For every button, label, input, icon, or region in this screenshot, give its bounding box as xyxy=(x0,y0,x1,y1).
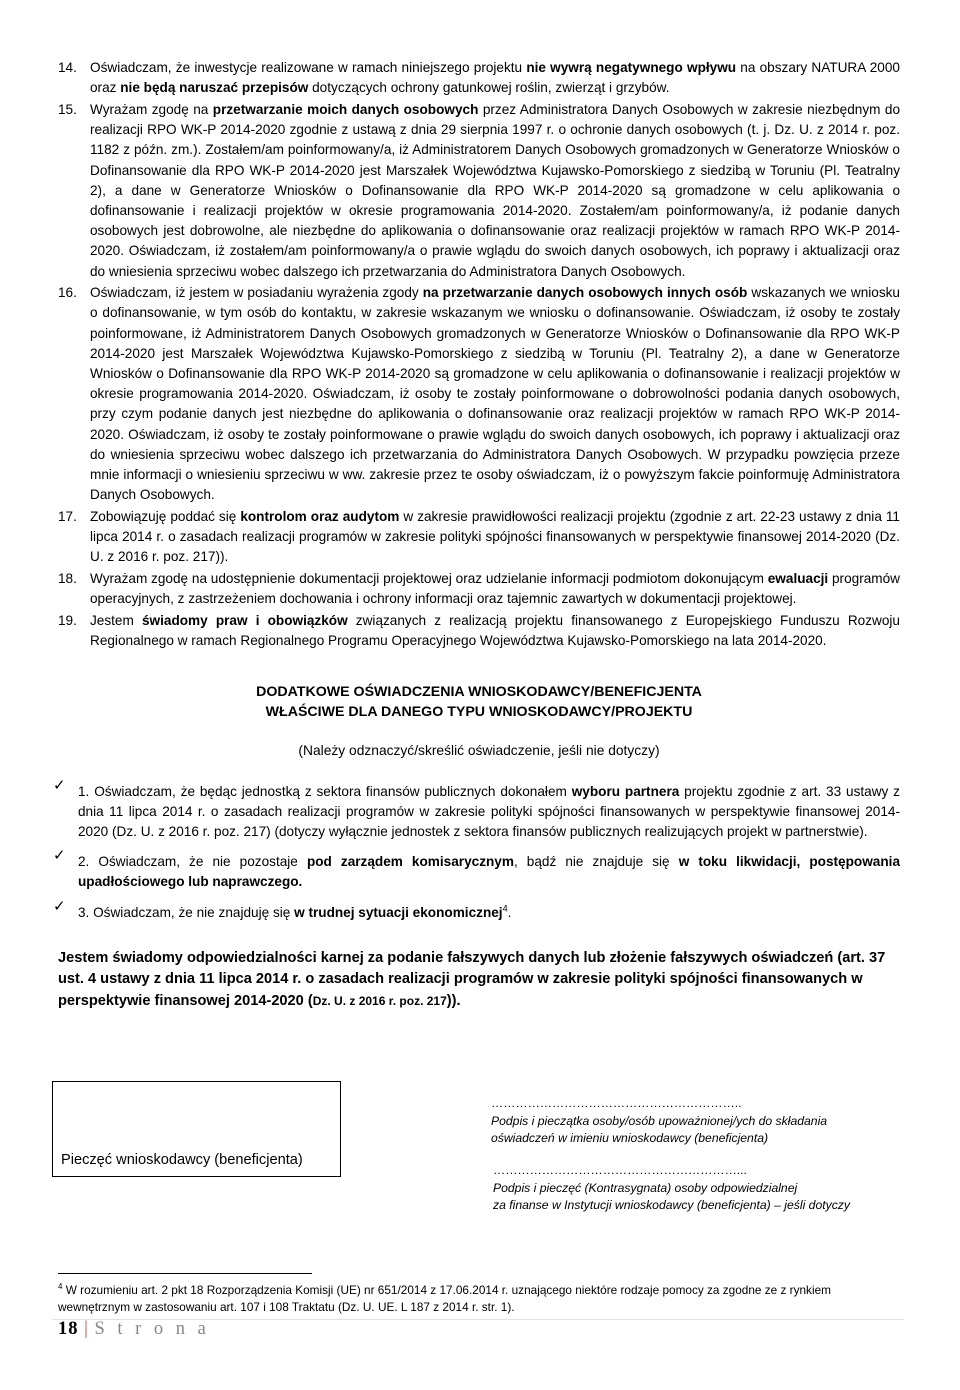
text-segment: związanych z realizacją projektu finansowanego z Europejskiego Funduszu Rozwoju Regionalnego w ramach Regionalnego Programu Operacyjnego Województwa Kujawsko-Pomorskiego na lata 2014-2020. xyxy=(90,612,900,649)
text-segment: programów operacyjnych, z zastrzeżeniem dochowania i ochrony informacji oraz tajemnic zawartych w dokumentacji projektowej. xyxy=(90,571,900,607)
item-number: 17. xyxy=(58,508,77,524)
signature-caption-line1: Podpis i pieczątka osoby/osób upoważnionej/ych do składania xyxy=(491,1113,828,1128)
text-segment: , bądź nie znajduje się xyxy=(513,854,679,870)
text-segment: dotyczących ochrony gatunkowej roślin, zwierząt i grzybów. xyxy=(308,80,670,96)
page-number: 18 xyxy=(58,1319,79,1339)
additional-declarations xyxy=(53,776,901,923)
declaration-item xyxy=(58,569,900,609)
section-title-line2: WŁAŚCIWE DLA DANEGO TYPU WNIOSKODAWCY/PROJEKTU xyxy=(265,704,693,721)
signature-caption-line1: Podpis i pieczęć (Kontrasygnata) osoby odpowiedzialnej xyxy=(493,1180,798,1195)
item-text xyxy=(90,569,900,609)
signature-caption-line2: za finanse w Instytucji wnioskodawcy (beneficjenta) – jeśli dotyczy xyxy=(493,1198,850,1212)
declaration-item xyxy=(58,283,900,505)
text-segment: . xyxy=(507,904,512,920)
item-text xyxy=(90,100,900,282)
emphasis-text: pod zarządem komisarycznym xyxy=(306,854,514,870)
text-segment: projektu zgodnie z art. 33 ustawy z dnia 11 lipca 2014 r. o zasadach realizacji programów w zakresie polityki spójności finansowanych w perspektywie finansowej 2014-2020 (Dz. U. z 2016 r. poz. 217) (dotyczy wyłącznie jednostek z sektora finansów publicznych realizujących projekt w partnerstwie). xyxy=(78,783,900,839)
signature-caption-line2: oświadczeń w imieniu wnioskodawcy (beneficjenta) xyxy=(491,1131,769,1145)
text-segment: Zobowiązuję poddać się xyxy=(90,508,241,524)
checkmark-icon[interactable]: ✓ xyxy=(53,897,66,915)
emphasis-text: wyboru partnera xyxy=(571,783,680,799)
item-number: 14. xyxy=(58,60,77,75)
footnote-ref: 4 xyxy=(502,903,508,914)
item-number: 15. xyxy=(58,101,77,117)
criminal-responsibility-statement xyxy=(58,948,900,1013)
item-number: 18. xyxy=(58,571,77,587)
additional-declaration xyxy=(53,897,900,923)
declarations-list xyxy=(58,58,900,651)
text-segment: wskazanych we wniosku o dofinansowanie, w tym osób do kontaktu, w zakresie wskazanym we wniosku o dofinansowanie. Oświadczam, iż osoby te zostały poinformowane, iż Administratorem Danych Osobowych gromadzonych w Generatorze Wniosków o Dofinansowanie dla RPO WK-P 2014-2020 jest Marszałek Województwa Kujawsko-Pomorskiego z siedzibą w Toruniu (Pl. Teatralny 2), a dane w Generatorze Wniosków o Dofinansowanie dla RPO WK-P 2014-2020 są gromadzone w celu aplikowania o dofinansowanie i realizacji projektów w okresie programowania 2014-2020. Oświadczam, iż osoby te zostały poinformowane o dobrowolności podania danych osobowych, przy czym podanie danych jest niezbędne do aplikowania o dofinansowanie oraz realizacji projektów w ramach RPO WK-P 2014-2020. Oświadczam, iż osoby te zostały poinformowane o prawie wglądu do swoich danych osobowych, ich poprawy i aktualizacji oraz do wniesienia sprzeciwu wobec dalszego ich przetwarzania do Administratora Danych Osobowych. W przypadku powzięcia przeze mnie informacji o wniesieniu sprzeciwu w ww. zakresie przez te osoby oświadczam, iż o powyższym fakcie poinformuję Administratora Danych Osobowych. xyxy=(90,285,900,503)
text-segment: Jestem xyxy=(90,612,142,628)
footnote-text: W rozumieniu art. 2 pkt 18 Rozporządzenia Komisji (UE) nr 651/2014 z 17.06.2014 r. uznającego niektóre rodzaje pomocy za zgodne ze z rynkiem wewnętrznym w zastosowaniu art. 107 i 108 Traktatu (Dz. U. UE. L 187 z 2014 r. str. 1). xyxy=(58,1283,831,1314)
section-title-line1: DODATKOWE OŚWIADCZENIA WNIOSKODAWCY/BENEFICJENTA xyxy=(256,684,702,701)
emphasis-text: przetwarzanie moich danych osobowych xyxy=(212,101,479,117)
item-text xyxy=(90,283,900,505)
responsibility-main: Jestem świadomy odpowiedzialności karnej za podanie fałszywych danych lub złożenie fałszywych oświadczeń (art. 37 ust. 4 ustawy z dnia 11 lipca 2014 r. o zasadach realizacji programów w zakresie polityki spójności finansowanych w perspektywie finansowej 2014-2020 ( xyxy=(58,949,886,1009)
emphasis-text: w trudnej sytuacji ekonomicznej xyxy=(294,904,503,920)
responsibility-end: )). xyxy=(446,992,461,1009)
text-segment: przez Administratora Danych Osobowych w zakresie niezbędnym do realizacji RPO WK-P 2014-2020 zgodnie z ustawą z dnia 29 sierpnia 1997 r. o ochronie danych osobowych (t. j. Dz. U. z 2014 r. poz. 1182 z późn. zm.). Zostałem/am poinformowany/a, iż Administratorem Danych Osobowych gromadzonych w Generatorze Wniosków o Dofinansowanie dla RPO WK-P 2014-2020 jest Marszałek Województwa Kujawsko-Pomorskiego z siedzibą w Toruniu (Pl. Teatralny 2), a dane w Generatorze Wniosków o Dofinansowanie dla RPO WK-P 2014-2020 są gromadzone w celu aplikowania o dofinansowanie i realizacji projektów w okresie programowania 2014-2020. Zostałem/am poinformowany/a, iż podanie danych osobowych jest dobrowolne, ale niezbędne do aplikowania o dofinansowanie oraz realizacji projektów w ramach RPO WK-P 2014-2020. Oświadczam, iż zostałem/am poinformowany/a o prawie wglądu do swoich danych osobowych, ich poprawy i aktualizacji oraz do wniesienia sprzeciwu wobec dalszego ich przetwarzania do Administratora Danych Osobowych. xyxy=(90,101,901,279)
text-segment: w zakresie prawidłowości realizacji projektu (zgodnie z art. 22-23 ustawy z dnia 11 lipca 2014 r. o zasadach realizacji programów w zakresie polityki spójności finansowanych w perspektywie finansowej 2014-2020 (Dz. U. z 2016 r. poz. 217)). xyxy=(90,508,900,565)
document-body xyxy=(53,58,901,1012)
text-segment: Oświadczam, że inwestycje realizowane w ramach niniejszego projektu xyxy=(90,60,527,75)
emphasis-text: kontrolom oraz audytom xyxy=(240,508,400,524)
text-segment: Oświadczam, iż jestem w posiadaniu wyrażenia zgody xyxy=(90,285,423,301)
footnote-mark: 4 xyxy=(58,1282,63,1292)
footer-separator: | xyxy=(78,1319,95,1339)
text-segment: na obszary NATURA 2000 oraz xyxy=(90,60,900,96)
signature-line: ……………………………………………………... xyxy=(493,1163,747,1177)
footnote xyxy=(58,1282,903,1316)
emphasis-text: świadomy praw i obowiązków xyxy=(141,612,348,628)
text-segment: 3. Oświadczam, że nie znajduję się xyxy=(78,904,295,920)
declaration-item xyxy=(58,100,900,282)
emphasis-text: ewaluacji xyxy=(767,571,829,587)
checkmark-icon[interactable]: ✓ xyxy=(53,847,66,865)
text-segment: Wyrażam zgodę na xyxy=(90,101,213,117)
emphasis-text: na przetwarzanie danych osobowych innych osób xyxy=(422,285,748,301)
signature-line: …………………………………………………….. xyxy=(491,1096,742,1110)
additional-declaration xyxy=(53,847,901,892)
responsibility-citation: Dz. U. z 2016 r. poz. 217 xyxy=(312,993,447,1008)
additional-declaration xyxy=(53,776,900,843)
emphasis-text: nie będą naruszać przepisów xyxy=(120,80,309,96)
stamp-box xyxy=(52,1081,341,1177)
section-heading xyxy=(58,682,900,722)
page-footer xyxy=(58,1319,210,1340)
text-segment: Wyrażam zgodę na udostępnienie dokumentacji projektowej oraz udzielanie informacji podmiotom dokonującym xyxy=(90,571,768,587)
checkmark-icon[interactable]: ✓ xyxy=(53,776,66,794)
item-text xyxy=(90,611,900,651)
text-segment: 1. Oświadczam, że będąc jednostką z sektora finansów publicznych dokonałem xyxy=(78,783,572,799)
item-text xyxy=(90,58,900,98)
emphasis-text: w toku likwidacji, postępowania upadłościowego lub naprawczego. xyxy=(78,854,901,890)
item-number: 16. xyxy=(58,285,77,301)
declaration-item xyxy=(58,58,900,98)
item-number: 19. xyxy=(58,612,77,628)
footer-label: S t r o n a xyxy=(94,1319,210,1339)
footnote-rule xyxy=(58,1273,312,1274)
item-text xyxy=(90,507,900,568)
signature-block-finance xyxy=(493,1162,850,1215)
text-segment: 2. Oświadczam, że nie pozostaje xyxy=(78,854,307,870)
emphasis-text: nie wywrą negatywnego wpływu xyxy=(526,60,737,75)
declaration-item xyxy=(58,611,900,651)
stamp-label: Pieczęć wnioskodawcy (beneficjenta) xyxy=(61,1152,303,1168)
declaration-item xyxy=(58,507,900,568)
signature-block-authorized xyxy=(491,1095,827,1148)
section-note: (Należy odznaczyć/skreślić oświadczenie, jeśli nie dotyczy) xyxy=(298,743,660,759)
